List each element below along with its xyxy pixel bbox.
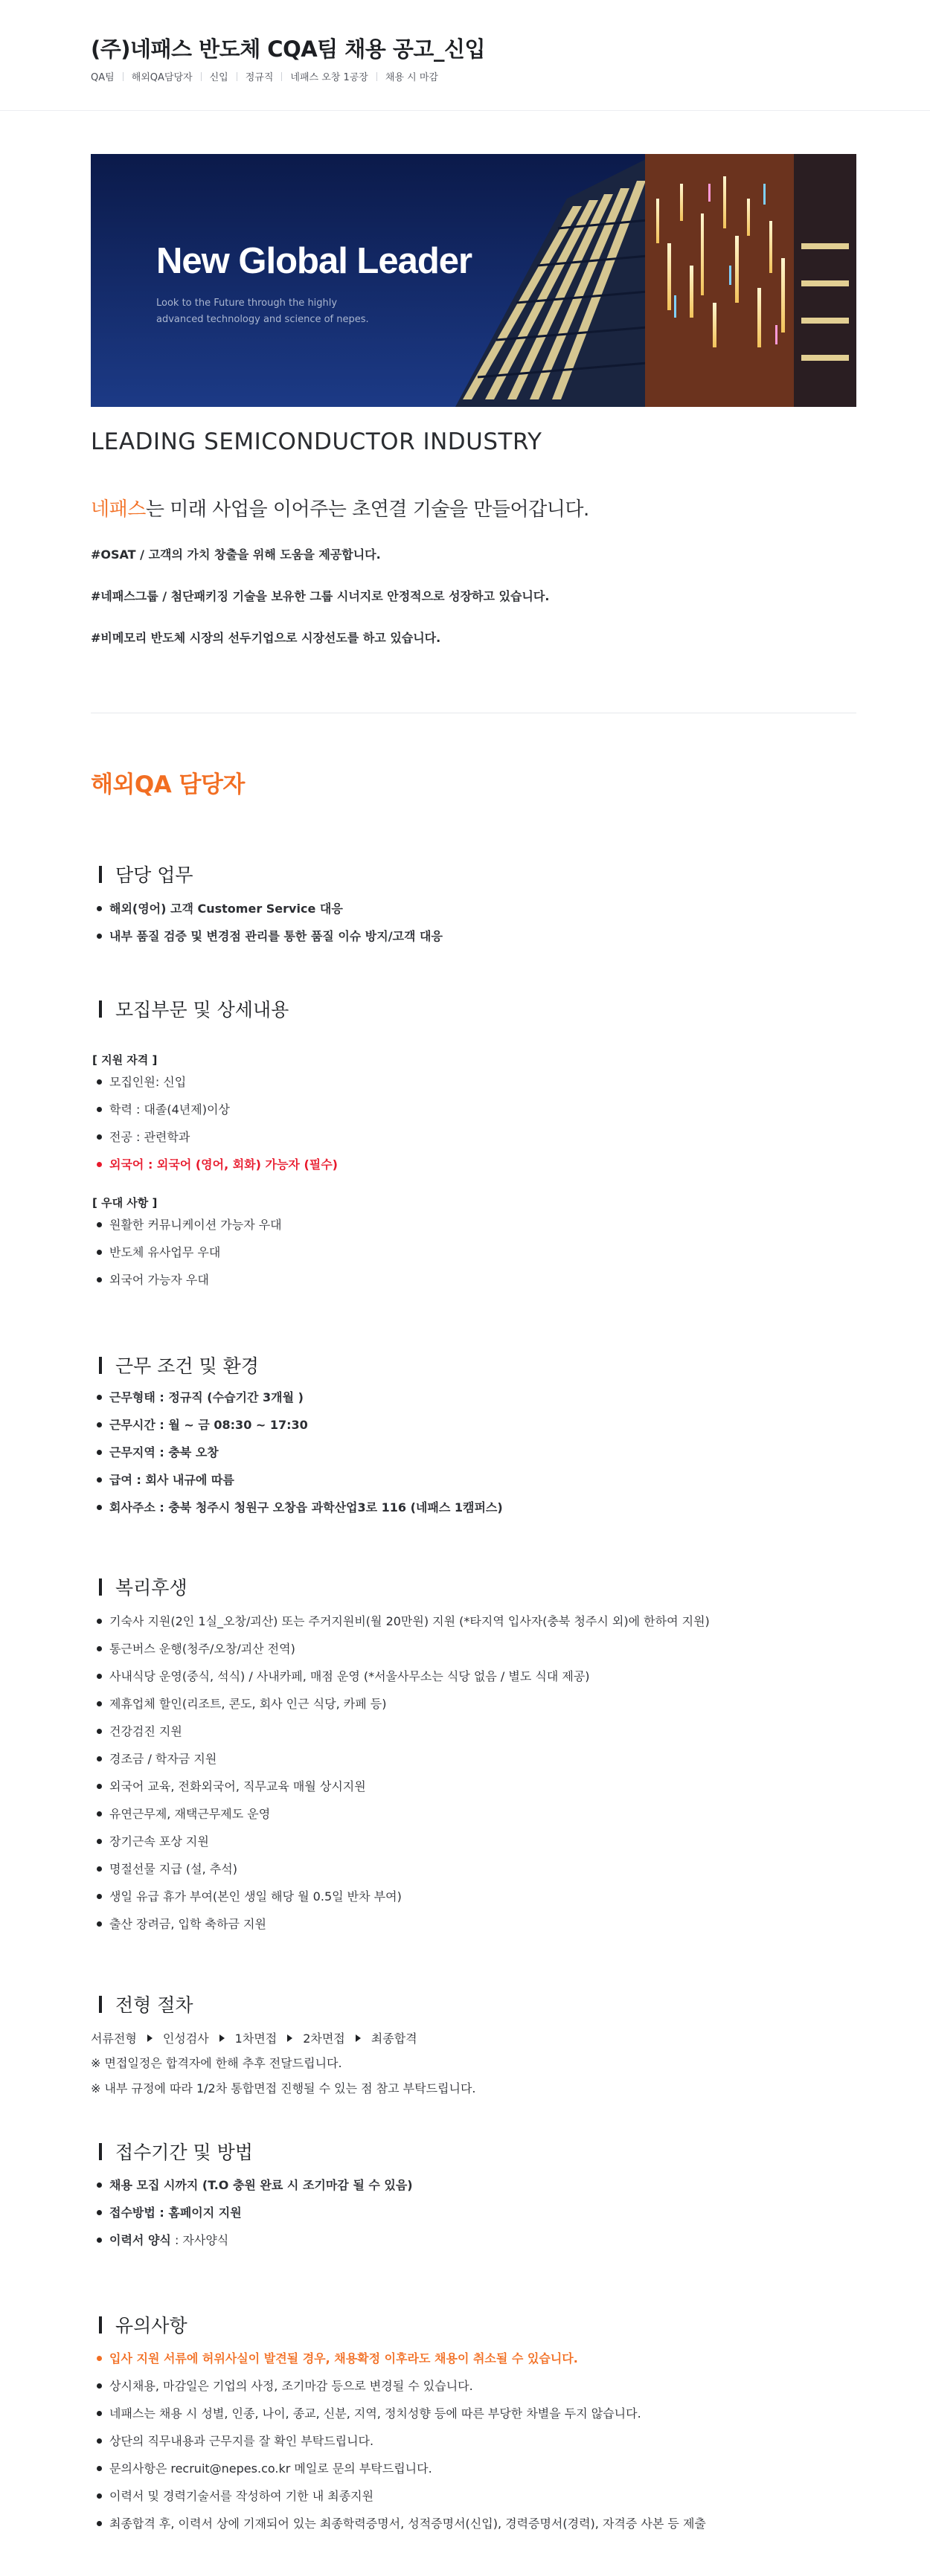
application-method: 접수방법 : 홈페이지 지원	[95, 2199, 413, 2226]
process-heading-text: 전형 절차	[115, 1994, 193, 2016]
list-item: 학력 : 대졸(4년제)이상	[95, 1096, 338, 1123]
tag-employment-type[interactable]: 정규직	[245, 72, 274, 83]
cautions-list	[95, 2345, 706, 2537]
page-title: (주)네패스 반도체 CQA팀 채용 공고_신입	[91, 36, 485, 62]
conditions-list	[95, 1384, 503, 1521]
company-name-accent: 네패스	[91, 498, 146, 521]
heading-bar	[99, 1000, 102, 1018]
conditions-heading	[99, 1352, 259, 1378]
recruit-heading	[99, 995, 289, 1022]
preference-list	[95, 1211, 282, 1294]
list-item: 원활한 커뮤니케이션 가능자 우대	[95, 1211, 282, 1239]
position-title: 해외QA 담당자	[91, 771, 245, 798]
banner-subtitle-line: Look to the Future through the highly	[156, 298, 338, 309]
list-item: 네패스는 채용 시 성별, 인종, 나이, 종교, 신분, 지역, 정치성향 등에 따른 부당한 차별을 두지 않습니다.	[95, 2400, 706, 2427]
qualification-label: [ 지원 자격 ]	[92, 1053, 158, 1067]
duties-list	[95, 895, 443, 950]
banner-subtitle-line: advanced technology and science of nepes.	[156, 314, 369, 325]
tag-divider	[201, 72, 202, 81]
list-item: 내부 품질 검증 및 변경점 관리를 통한 품질 이슈 방지/고객 대응	[95, 922, 443, 950]
process-step: 1차면접	[234, 2031, 278, 2046]
list-item: 생일 유급 휴가 부여(본인 생일 해당 월 0.5일 반차 부여)	[95, 1883, 710, 1910]
heading-bar	[99, 1996, 102, 2013]
company-intro	[91, 494, 589, 521]
process-step: 서류전형	[91, 2031, 137, 2046]
posting-header	[0, 0, 930, 111]
tag-career[interactable]: 신입	[209, 72, 228, 83]
welfare-heading	[99, 1573, 187, 1600]
tag-team[interactable]: QA팀	[91, 72, 115, 83]
list-item: 급여 : 회사 내규에 따름	[95, 1466, 503, 1494]
company-heading: LEADING SEMICONDUCTOR INDUSTRY	[91, 428, 542, 455]
tag-deadline[interactable]: 채용 시 마감	[385, 72, 438, 83]
resume-format	[95, 2226, 413, 2254]
conditions-heading-text: 근무 조건 및 환경	[115, 1355, 259, 1377]
list-item: 제휴업체 할인(리조트, 콘도, 회사 인근 식당, 카페 등)	[95, 1690, 710, 1718]
list-item: 근무지역 : 충북 오창	[95, 1439, 503, 1466]
resume-format-value: : 자사양식	[170, 2233, 229, 2247]
list-item: 기숙사 지원(2인 1실_오창/괴산) 또는 주거지원비(월 20만원) 지원 (*타지역 입사자(충북 청주시 외)에 한하여 지원)	[95, 1607, 710, 1635]
tag-divider	[281, 72, 282, 81]
list-item: 최종합격 후, 이력서 상에 기재되어 있는 최종학력증명서, 성적증명서(신입), 경력증명서(경력), 자격증 사본 등 제출	[95, 2510, 706, 2537]
process-note: ※ 내부 규정에 따라 1/2차 통합면접 진행될 수 있는 점 참고 부탁드립니다.	[91, 2081, 476, 2095]
list-item: 이력서 및 경력기술서를 작성하여 기한 내 최종지원	[95, 2482, 706, 2510]
heading-bar	[99, 866, 102, 883]
company-intro-text: 는 미래 사업을 이어주는 초연결 기술을 만들어갑니다.	[145, 498, 589, 521]
hashtag-line: #네패스그룹 / 첨단패키징 기술을 보유한 그룹 시너지로 안정적으로 성장하고 있습니다.	[91, 589, 550, 603]
language-requirement: 외국어 : 외국어 (영어, 회화) 가능자 (필수)	[95, 1151, 338, 1178]
list-item: 전공 : 관련학과	[95, 1123, 338, 1151]
list-item: 근무형태 : 정규직 (수습기간 3개월 )	[95, 1384, 503, 1411]
recruit-heading-text: 모집부문 및 상세내용	[115, 999, 289, 1021]
list-item: 모집인원: 신입	[95, 1068, 338, 1096]
heading-bar	[99, 1578, 102, 1596]
list-item: 경조금 / 학자금 지원	[95, 1745, 710, 1773]
banner-title: New Global Leader	[156, 241, 472, 281]
heading-bar	[99, 1357, 102, 1374]
process-heading	[99, 1991, 193, 2017]
heading-bar	[99, 2143, 102, 2160]
cautions-heading-text: 유의사항	[115, 2315, 187, 2336]
list-item: 출산 장려금, 입학 축하금 지원	[95, 1910, 710, 1938]
list-item: 외국어 가능자 우대	[95, 1266, 282, 1294]
application-deadline: 채용 모집 시까지 (T.O 충원 완료 시 조기마감 될 수 있음)	[95, 2171, 413, 2199]
list-item: 반도체 유사업무 우대	[95, 1239, 282, 1266]
arrow-right-icon	[287, 2034, 292, 2042]
duties-heading-text: 담당 업무	[115, 864, 193, 886]
hashtag-line: #비메모리 반도체 시장의 선두기업으로 시장선도를 하고 있습니다.	[91, 631, 441, 645]
tag-divider	[123, 72, 124, 81]
list-item: 문의사항은 recruit@nepes.co.kr 메일로 문의 부탁드립니다.	[95, 2455, 706, 2482]
tag-location[interactable]: 네패스 오창 1공장	[290, 72, 368, 83]
welfare-list	[95, 1607, 710, 1938]
welfare-heading-text: 복리후생	[115, 1577, 187, 1599]
cautions-heading	[99, 2311, 187, 2338]
list-item: 상시채용, 마감일은 기업의 사정, 조기마감 등으로 변경될 수 있습니다.	[95, 2372, 706, 2400]
arrow-right-icon	[147, 2034, 153, 2042]
list-item: 장기근속 포상 지원	[95, 1828, 710, 1855]
process-note: ※ 면접일정은 합격자에 한해 추후 전달드립니다.	[91, 2056, 342, 2070]
hero-banner	[91, 154, 856, 407]
list-item: 상단의 직무내용과 근무지를 잘 확인 부탁드립니다.	[95, 2427, 706, 2455]
resume-format-label: 이력서 양식	[109, 2233, 171, 2247]
caution-warning: 입사 지원 서류에 허위사실이 발견될 경우, 채용확정 이후라도 채용이 취소될 수 있습니다.	[95, 2345, 706, 2372]
arrow-right-icon	[356, 2034, 361, 2042]
banner-subtitle	[156, 295, 379, 328]
process-step: 최종합격	[371, 2031, 417, 2046]
duties-heading	[99, 861, 193, 887]
heading-bar	[99, 2316, 102, 2334]
qualification-list	[95, 1068, 338, 1178]
process-step: 인성검사	[162, 2031, 209, 2046]
arrow-right-icon	[219, 2034, 225, 2042]
list-item: 명절선물 지급 (설, 추석)	[95, 1855, 710, 1883]
tag-divider	[376, 72, 377, 81]
application-heading-text: 접수기간 및 방법	[115, 2142, 253, 2163]
application-heading	[99, 2138, 253, 2165]
hashtag-line: #OSAT / 고객의 가치 창출을 위해 도움을 제공합니다.	[91, 547, 381, 562]
tag-job[interactable]: 해외QA담당자	[131, 72, 193, 83]
list-item: 해외(영어) 고객 Customer Service 대응	[95, 895, 443, 922]
list-item: 외국어 교육, 전화외국어, 직무교육 매월 상시지원	[95, 1773, 710, 1800]
tag-list	[91, 69, 438, 83]
list-item: 통근버스 운행(청주/오창/괴산 전역)	[95, 1635, 710, 1663]
process-steps	[91, 2029, 417, 2046]
list-item: 회사주소 : 충북 청주시 청원구 오창읍 과학산업3로 116 (네패스 1캠퍼스)	[95, 1494, 503, 1521]
process-step: 2차면접	[303, 2031, 345, 2046]
preference-label: [ 우대 사항 ]	[92, 1196, 158, 1210]
list-item: 건강검진 지원	[95, 1718, 710, 1745]
list-item: 근무시간 : 월 ~ 금 08:30 ~ 17:30	[95, 1411, 503, 1439]
application-list	[95, 2171, 413, 2254]
list-item: 유연근무제, 재택근무제도 운영	[95, 1800, 710, 1828]
list-item: 사내식당 운영(중식, 석식) / 사내카페, 매점 운영 (*서울사무소는 식당 없음 / 별도 식대 제공)	[95, 1663, 710, 1690]
